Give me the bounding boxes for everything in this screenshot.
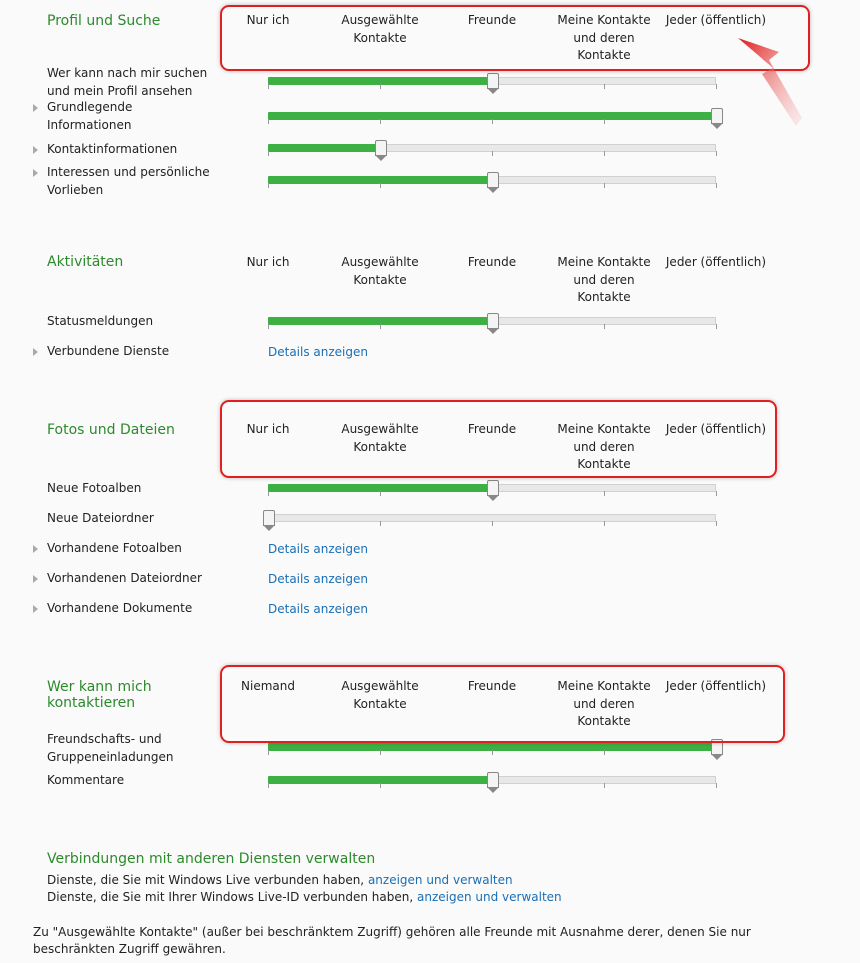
expand-arrow-icon[interactable] — [33, 348, 38, 356]
setting-label: Neue Dateiordner — [47, 511, 154, 525]
slider-tick — [492, 750, 493, 755]
slider-tick — [716, 783, 717, 788]
expand-arrow-icon[interactable] — [33, 146, 38, 154]
setting-label: Verbundene Dienste — [47, 344, 170, 358]
details-link[interactable]: Details anzeigen — [268, 345, 368, 359]
slider-tick — [716, 491, 717, 496]
slider-tick — [492, 151, 493, 156]
setting-label: Freundschafts- und Gruppeneinladungen — [47, 732, 174, 764]
column-header-label: Meine Kontakte und deren Kontakte — [557, 422, 651, 471]
slider-tick — [268, 183, 269, 188]
section-title-profile: Profil und Suche — [47, 13, 161, 29]
column-header-label: Jeder (öffentlich) — [665, 679, 767, 693]
column-header-label: Niemand — [241, 679, 295, 693]
services-line-2-text: Dienste, die Sie mit Ihrer Windows Live-ID verbunden haben, — [47, 890, 414, 904]
slider-tick — [380, 521, 381, 526]
slider-tick — [716, 324, 717, 329]
privacy-level-slider[interactable] — [268, 108, 716, 124]
slider-thumb[interactable] — [711, 108, 723, 124]
privacy-level-slider[interactable] — [268, 480, 716, 496]
column-header-label: Freunde — [467, 679, 517, 693]
column-header-label: Ausgewählte Kontakte — [341, 679, 419, 711]
slider-tick — [380, 119, 381, 124]
slider-tick — [604, 750, 605, 755]
section-title-photos: Fotos und Dateien — [47, 422, 175, 438]
expand-arrow-icon[interactable] — [33, 575, 38, 583]
column-header-label: Meine Kontakte und deren Kontakte — [557, 13, 651, 62]
slider-thumb[interactable] — [487, 172, 499, 188]
slider-tick — [268, 750, 269, 755]
slider-tick — [380, 324, 381, 329]
slider-tick — [492, 521, 493, 526]
setting-label: Interessen und persönliche Vorlieben — [47, 165, 210, 197]
column-header-label: Nur ich — [246, 13, 290, 27]
services-line-2 — [47, 889, 562, 906]
column-header-label: Jeder (öffentlich) — [665, 255, 767, 269]
setting-label: Wer kann nach mir suchen und mein Profil ansehen — [47, 66, 208, 98]
section-title-services: Verbindungen mit anderen Diensten verwalten — [47, 851, 376, 867]
details-link[interactable]: Details anzeigen — [268, 542, 368, 556]
column-header-label: Meine Kontakte und deren Kontakte — [557, 255, 651, 304]
slider-thumb[interactable] — [487, 480, 499, 496]
column-header-label: Freunde — [467, 422, 517, 436]
expand-arrow-icon[interactable] — [33, 169, 38, 177]
privacy-level-slider[interactable] — [268, 172, 716, 188]
privacy-level-slider[interactable] — [268, 140, 716, 156]
setting-label: Statusmeldungen — [47, 314, 154, 328]
highlight-box-profile-header — [220, 5, 810, 71]
column-header-label: Ausgewählte Kontakte — [341, 13, 419, 45]
services-line-1-link[interactable]: anzeigen und verwalten — [367, 873, 513, 887]
details-link[interactable]: Details anzeigen — [268, 572, 368, 586]
setting-label: Vorhandene Dokumente — [47, 601, 193, 615]
slider-tick — [268, 151, 269, 156]
expand-arrow-icon[interactable] — [33, 605, 38, 613]
setting-label: Kommentare — [47, 773, 125, 787]
details-link[interactable]: Details anzeigen — [268, 602, 368, 616]
column-header-label: Jeder (öffentlich) — [665, 422, 767, 436]
services-line-1-text: Dienste, die Sie mit Windows Live verbunden haben, — [47, 873, 365, 887]
red-arrow-annotation — [728, 30, 803, 130]
setting-label: Neue Fotoalben — [47, 481, 142, 495]
slider-tick — [604, 183, 605, 188]
privacy-level-slider[interactable] — [268, 73, 716, 89]
slider-tick — [604, 151, 605, 156]
column-header-label: Jeder (öffentlich) — [665, 13, 767, 27]
slider-tick — [268, 783, 269, 788]
column-header-label: Ausgewählte Kontakte — [341, 255, 419, 287]
slider-tick — [716, 84, 717, 89]
column-header-label: Nur ich — [246, 422, 290, 436]
slider-thumb[interactable] — [263, 510, 275, 526]
section-title-contact: Wer kann mich kontaktieren — [47, 679, 152, 711]
slider-tick — [604, 783, 605, 788]
column-header-label: Freunde — [467, 13, 517, 27]
slider-tick — [380, 491, 381, 496]
privacy-level-slider[interactable] — [268, 313, 716, 329]
slider-thumb[interactable] — [487, 772, 499, 788]
services-line-1 — [47, 872, 513, 889]
slider-tick — [604, 521, 605, 526]
setting-label: Vorhandenen Dateiordner — [47, 571, 202, 585]
footnote-selected-contacts: Zu "Ausgewählte Kontakte" (außer bei beschränktem Zugriff) gehören alle Freunde mit Ausnahme derer, denen Sie nur beschränkten Zugriff gewähren. — [33, 925, 751, 956]
slider-tick — [380, 750, 381, 755]
slider-tick — [380, 183, 381, 188]
slider-tick — [716, 183, 717, 188]
expand-arrow-icon[interactable] — [33, 545, 38, 553]
slider-tick — [604, 84, 605, 89]
slider-tick — [268, 119, 269, 124]
slider-thumb[interactable] — [487, 313, 499, 329]
highlight-box-contact-header — [220, 665, 785, 743]
slider-tick — [716, 151, 717, 156]
services-line-2-link[interactable]: anzeigen und verwalten — [417, 890, 562, 904]
slider-tick — [604, 491, 605, 496]
slider-tick — [268, 324, 269, 329]
setting-label: Grundlegende Informationen — [47, 100, 133, 132]
slider-fill — [268, 144, 380, 152]
slider-tick — [268, 491, 269, 496]
slider-thumb[interactable] — [487, 73, 499, 89]
setting-label: Kontaktinformationen — [47, 142, 178, 156]
highlight-box-photos-header — [220, 400, 777, 478]
slider-tick — [604, 119, 605, 124]
slider-tick — [380, 84, 381, 89]
slider-tick — [268, 84, 269, 89]
privacy-level-slider[interactable] — [268, 510, 716, 526]
slider-tick — [604, 324, 605, 329]
slider-thumb[interactable] — [375, 140, 387, 156]
column-header-label: Meine Kontakte und deren Kontakte — [557, 679, 651, 728]
section-title-activities: Aktivitäten — [47, 254, 124, 270]
privacy-level-slider[interactable] — [268, 772, 716, 788]
column-header-label: Nur ich — [246, 255, 290, 269]
slider-tick — [380, 783, 381, 788]
slider-tick — [492, 119, 493, 124]
column-header-label: Ausgewählte Kontakte — [341, 422, 419, 454]
slider-tick — [716, 521, 717, 526]
setting-label: Vorhandene Fotoalben — [47, 541, 182, 555]
column-header-label: Freunde — [467, 255, 517, 269]
expand-arrow-icon[interactable] — [33, 104, 38, 112]
